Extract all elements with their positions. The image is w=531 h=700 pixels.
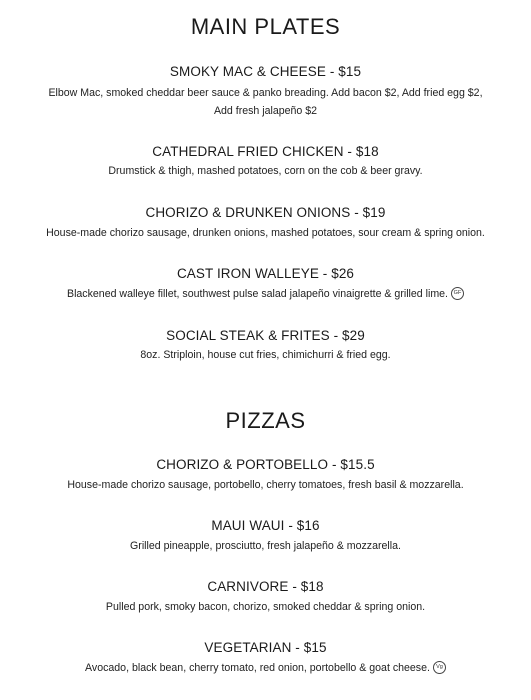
- menu-item-description-text: Blackened walleye fillet, southwest pulse salad jalapeño vinaigrette & grilled lime.: [67, 288, 448, 300]
- menu-item-name: CHORIZO & PORTOBELLO - $15.5: [156, 457, 375, 472]
- menu-item-name: CARNIVORE - $18: [207, 579, 324, 594]
- menu-item-name: CHORIZO & DRUNKEN ONIONS - $19: [145, 205, 386, 220]
- menu-item-description: Add fresh jalapeño $2: [213, 105, 318, 117]
- menu-item-name: SMOKY MAC & CHEESE - $15: [169, 64, 362, 79]
- menu-item-description: [15, 660, 516, 677]
- menu-item-description: House-made chorizo sausage, drunken onions, mashed potatoes, sour cream & spring onion.: [46, 227, 485, 239]
- menu-item-name: SOCIAL STEAK & FRITES - $29: [166, 328, 365, 343]
- menu-item-description: Grilled pineapple, prosciutto, fresh jalapeño & mozzarella.: [130, 540, 401, 552]
- menu-item-name: CATHEDRAL FRIED CHICKEN - $18: [152, 144, 379, 159]
- gluten-free-icon: GF: [451, 287, 464, 300]
- section-title-pizzas: PIZZAS: [225, 408, 306, 433]
- menu-item-description: Drumstick & thigh, mashed potatoes, corn on the cob & beer gravy.: [108, 165, 423, 177]
- menu-item-description: 8oz. Striploin, house cut fries, chimichurri & fried egg.: [140, 349, 391, 361]
- menu-item-name: CAST IRON WALLEYE - $26: [176, 266, 355, 281]
- menu-item-name: MAUI WAUI - $16: [211, 518, 320, 533]
- menu-item-name: VEGETARIAN - $15: [204, 640, 327, 655]
- menu-item-description: House-made chorizo sausage, portobello, cherry tomatoes, fresh basil & mozzarella.: [67, 479, 464, 491]
- menu-item-description: Pulled pork, smoky bacon, chorizo, smoked cheddar & spring onion.: [105, 601, 426, 613]
- section-title-main-plates: MAIN PLATES: [190, 14, 341, 39]
- menu-item-description: Elbow Mac, smoked cheddar beer sauce & panko breading. Add bacon $2, Add fried egg $2,: [48, 87, 483, 99]
- menu-item-description-text: Avocado, black bean, cherry tomato, red onion, portobello & goat cheese.: [85, 662, 430, 674]
- vegetarian-icon: Vg: [433, 661, 446, 674]
- menu-item-description: [15, 286, 516, 303]
